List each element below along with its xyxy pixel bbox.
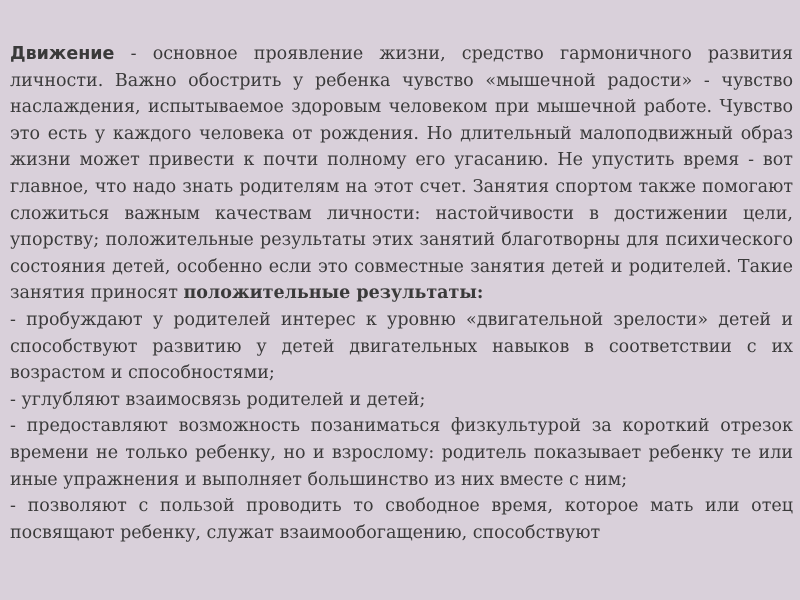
result-item-1: - пробуждают у родителей интерес к уровню «двигательной зрелости» детей и способствуют развитию у детей двигательных навыков в соответствии с их возрастом и способностями; xyxy=(10,309,793,384)
result-item-3: - предоставляют возможность позаниматься физкультурой за короткий отрезок времени не только ребенку, но и взрослому: родитель показывает ребенку те или иные упражнения и выполняет большинство из них вместе с ним; xyxy=(10,416,793,490)
result-item-2: - углубляют взаимосвязь родителей и детей; xyxy=(10,389,426,410)
lead-term: Движение xyxy=(10,44,115,64)
result-item-4: - позволяют с пользой проводить то свободное время, которое мать или отец посвящают ребенку, служат взаимообогащению, способствуют xyxy=(10,496,793,543)
text-block xyxy=(10,41,793,546)
results-heading: положительные результаты: xyxy=(183,283,484,304)
intro-body: - основное проявление жизни, средство гармоничного развития личности. Важно обострить у ребенка чувство «мышечной радости» - чувство наслаждения, испытываемое здоровым человеком при мышечной работе. Чувство это есть у каждого человека от рождения. Но длительный малоподвижный образ жизни может привести к почти полному его угасанию. Не упустить время - вот главное, что надо знать родителям на этот счет. Занятия спортом также помогают сложиться важным качествам личности: настойчивости в достижении цели, упорству; положительные результаты этих занятий благотворны для психического состояния детей, особенно если это совместные занятия детей и родителей. Такие занятия приносят xyxy=(10,44,793,304)
intro-paragraph xyxy=(10,41,793,307)
